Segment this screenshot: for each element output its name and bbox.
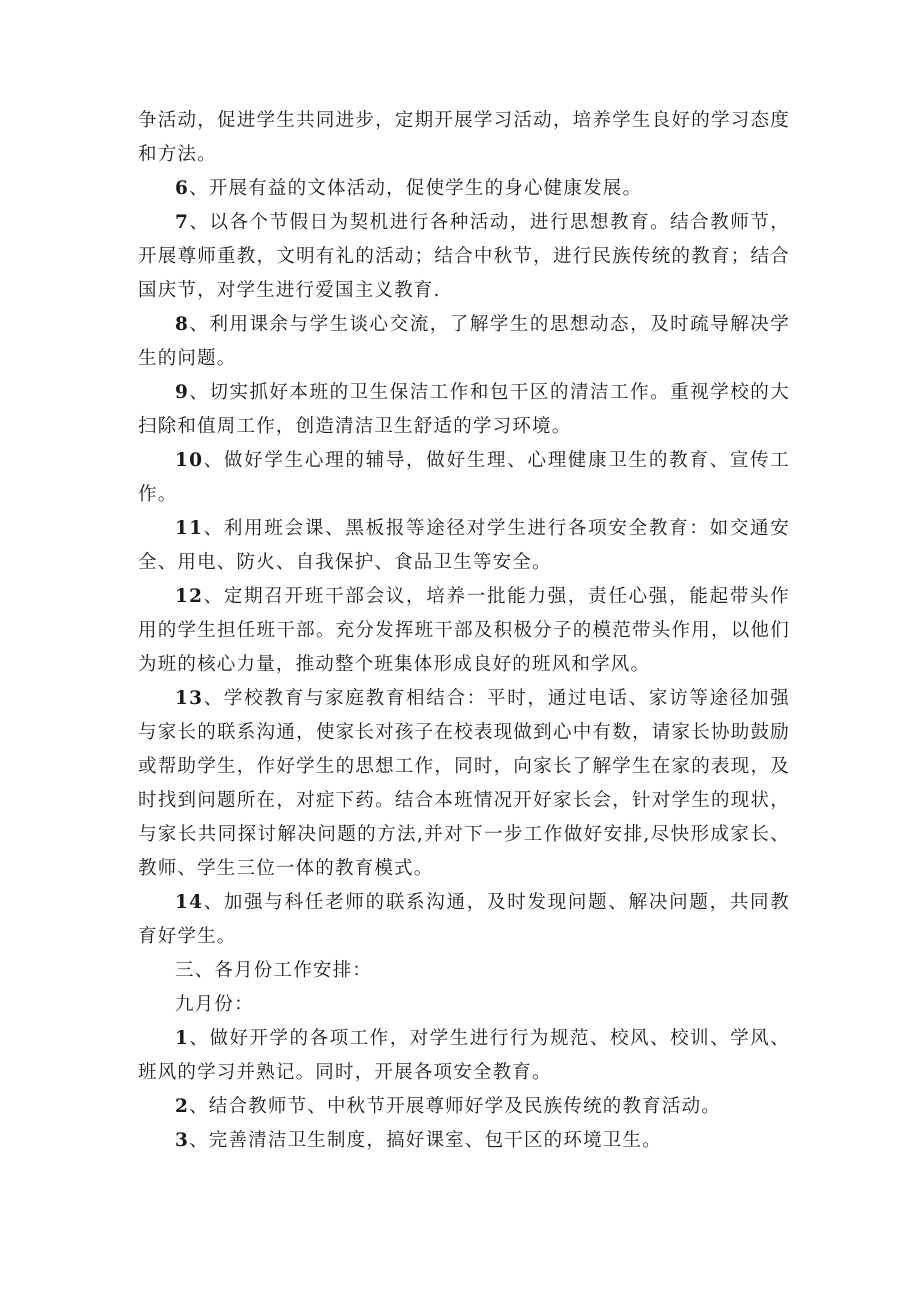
paragraph-continuation bbox=[138, 104, 790, 172]
paragraph-item-14 bbox=[138, 886, 790, 954]
section-heading bbox=[138, 954, 790, 988]
paragraph-item-10 bbox=[138, 444, 790, 512]
paragraph-item-13 bbox=[138, 682, 790, 886]
paragraph-text: 、定期召开班干部会议，培养一批能力强，责任心强，能起带头作用的学生担任班干部。充分发挥班干部及积极分子的模范带头作用，以他们为班的核心力量，推动整个班集体形成良好的班风和学风。 bbox=[138, 586, 790, 675]
item-number: 13 bbox=[175, 688, 204, 709]
item-number: 7 bbox=[175, 212, 190, 233]
paragraph-text: 、结合教师节、中秋节开展尊师好学及民族传统的教育活动。 bbox=[189, 1096, 721, 1117]
paragraph-text: 、做好学生心理的辅导，做好生理、心理健康卫生的教育、宣传工作。 bbox=[138, 450, 790, 505]
month-heading bbox=[138, 988, 790, 1022]
item-number: 6 bbox=[175, 178, 190, 199]
item-number: 9 bbox=[175, 382, 190, 403]
item-number: 12 bbox=[175, 586, 204, 607]
paragraph-month-item-1 bbox=[138, 1022, 790, 1090]
item-number: 3 bbox=[175, 1130, 190, 1151]
paragraph-text: 、学校教育与家庭教育相结合：平时，通过电话、家访等途径加强与家长的联系沟通，使家长对孩子在校表现做到心中有数，请家长协助鼓励或帮助学生，作好学生的思想工作，同时，向家长了解学生在家的表现，及时找到问题所在，对症下药。结合本班情况开好家长会，针对学生的现状，与家长共同探讨解决问题的方法,并对下一步工作做好安排,尽快形成家长、教师、学生三位一体的教育模式。 bbox=[138, 688, 790, 879]
paragraph-month-item-2 bbox=[138, 1090, 790, 1124]
paragraph-item-12 bbox=[138, 580, 790, 682]
paragraph-item-11 bbox=[138, 512, 790, 580]
paragraph-item-8 bbox=[138, 308, 790, 376]
paragraph-text: 、切实抓好本班的卫生保洁工作和包干区的清洁工作。重视学校的大扫除和值周工作，创造清洁卫生舒适的学习环境。 bbox=[138, 382, 790, 437]
paragraph-text: 、开展有益的文体活动，促使学生的身心健康发展。 bbox=[189, 178, 643, 199]
paragraph-item-6 bbox=[138, 172, 790, 206]
paragraph-text: 、完善清洁卫生制度，搞好课室、包干区的环境卫生。 bbox=[189, 1130, 662, 1151]
item-number: 14 bbox=[175, 892, 204, 913]
document-page bbox=[138, 104, 790, 1158]
paragraph-text: 、以各个节假日为契机进行各种活动，进行思想教育。结合教师节，开展尊师重教，文明有礼的活动；结合中秋节，进行民族传统的教育；结合国庆节，对学生进行爱国主义教育. bbox=[138, 212, 790, 301]
paragraph-month-item-3 bbox=[138, 1124, 790, 1158]
paragraph-text: 、利用课余与学生谈心交流，了解学生的思想动态，及时疏导解决学生的问题。 bbox=[138, 314, 790, 369]
item-number: 1 bbox=[175, 1028, 190, 1049]
item-number: 10 bbox=[175, 450, 204, 471]
paragraph-text: 、加强与科任老师的联系沟通，及时发现问题、解决问题，共同教育好学生。 bbox=[138, 892, 790, 947]
paragraph-text: 争活动，促进学生共同进步，定期开展学习活动，培养学生良好的学习态度和方法。 bbox=[138, 110, 790, 165]
paragraph-item-9 bbox=[138, 376, 790, 444]
paragraph-item-7 bbox=[138, 206, 790, 308]
item-number: 8 bbox=[175, 314, 190, 335]
section-heading-text: 三、各月份工作安排： bbox=[175, 960, 373, 981]
paragraph-text: 、利用班会课、黑板报等途径对学生进行各项安全教育：如交通安全、用电、防火、自我保护、食品卫生等安全。 bbox=[138, 518, 790, 573]
paragraph-text: 、做好开学的各项工作，对学生进行行为规范、校风、校训、学风、班风的学习并熟记。同时，开展各项安全教育。 bbox=[138, 1028, 790, 1083]
item-number: 2 bbox=[175, 1096, 190, 1117]
item-number: 11 bbox=[175, 518, 204, 539]
month-heading-text: 九月份： bbox=[175, 994, 254, 1015]
